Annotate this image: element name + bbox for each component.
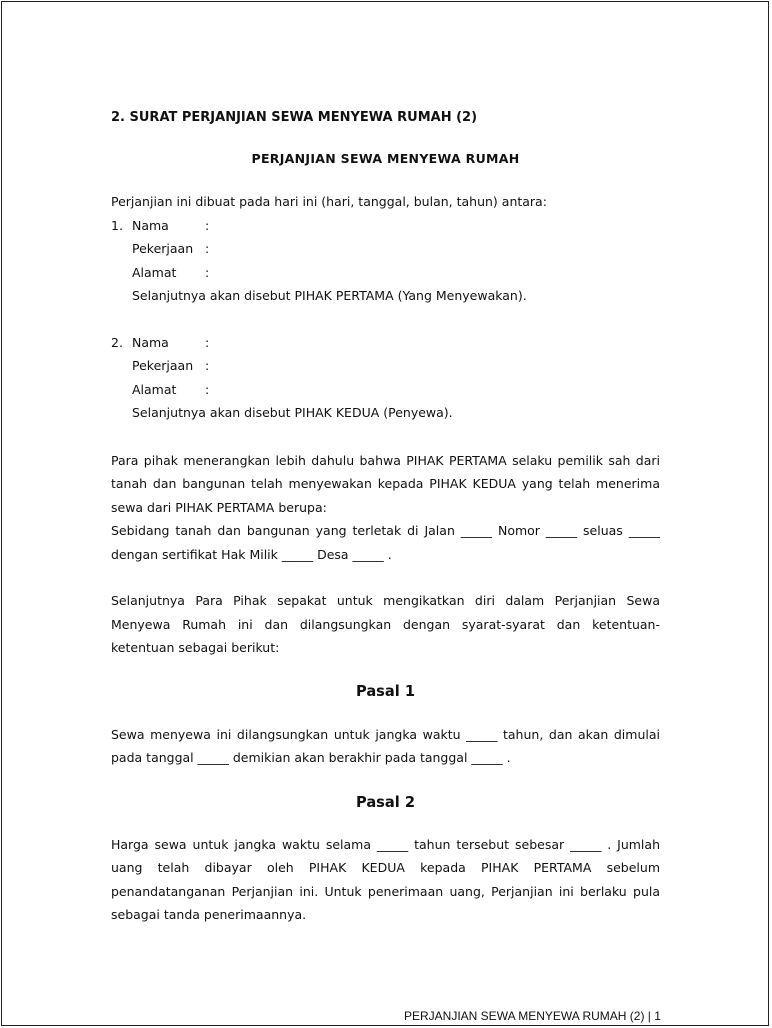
party-one-pekerjaan-label: Pekerjaan — [132, 241, 194, 256]
party-one-alamat-label: Alamat — [132, 264, 177, 280]
party-two-alamat-label: Alamat — [132, 381, 177, 397]
party-one-nama-label: Nama — [132, 217, 169, 233]
party-two-description: Selanjutnya akan disebut PIHAK KEDUA (Penyewa). — [132, 405, 453, 420]
intro-paragraph: Perjanjian ini dibuat pada hari ini (hari, tanggal, bulan, tahun) antara: — [111, 194, 547, 209]
pasal-1-title: Pasal 1 — [356, 682, 415, 700]
page-footer: PERJANJIAN SEWA MENYEWA RUMAH (2) | 1 — [404, 1009, 661, 1023]
party-one-pekerjaan-colon: : — [205, 241, 210, 256]
pasal-2-title: Pasal 2 — [356, 793, 415, 811]
party-two-nama-label: Nama — [132, 334, 169, 350]
party-two-nama-colon: : — [205, 334, 210, 350]
premise-paragraph: Para pihak menerangkan lebih dahulu bahwa PIHAK PERTAMA selaku pemilik sah dari tanah dan bangunan telah menyewakan kepada PIHAK KEDUA yang telah menerima sewa dari PIHAK PERTAMA berupa: — [111, 452, 660, 515]
agreement-paragraph: Selanjutnya Para Pihak sepakat untuk mengikatkan diri dalam Perjanjian Sewa Menyewa Rumah ini dan dilangsungkan dengan syarat-syarat dan ketentuan-ketentuan sebagai berikut: — [111, 593, 660, 655]
party-one-alamat-colon: : — [205, 264, 210, 280]
property-paragraph: Sebidang tanah dan bangunan yang terletak di Jalan _____ Nomor _____ seluas _____ dengan sertifikat Hak Milik _____ Desa _____ . — [111, 523, 660, 562]
party-two-pekerjaan-label: Pekerjaan — [132, 358, 194, 373]
party-two-pekerjaan-colon: : — [205, 358, 210, 373]
party-one-description: Selanjutnya akan disebut PIHAK PERTAMA (Yang Menyewakan). — [132, 288, 527, 303]
document-title: PERJANJIAN SEWA MENYEWA RUMAH — [251, 151, 520, 166]
party-two-block — [111, 331, 660, 425]
party-one-block — [111, 214, 660, 308]
party-one-nama-colon: : — [205, 217, 210, 233]
party-two-number: 2. — [111, 334, 123, 350]
party-two-alamat-colon: : — [205, 381, 210, 397]
party-one-number: 1. — [111, 217, 123, 233]
pasal-2-text: Harga sewa untuk jangka waktu selama _____ tahun tersebut sebesar _____ . Jumlah uang telah dibayar oleh PIHAK KEDUA kepada PIHAK PERTAMA sebelum penandatanganan Perjanjian ini. Untuk penerimaan uang, Perjanjian ini berlaku pula sebagai tanda penerimaannya. — [111, 836, 660, 922]
document-body — [111, 110, 660, 927]
pasal-1-text: Sewa menyewa ini dilangsungkan untuk jangka waktu _____ tahun, dan akan dimulai pada tanggal _____ demikian akan berakhir pada tanggal _____ . — [111, 726, 660, 765]
section-heading: 2. SURAT PERJANJIAN SEWA MENYEWA RUMAH (2) — [111, 110, 478, 125]
